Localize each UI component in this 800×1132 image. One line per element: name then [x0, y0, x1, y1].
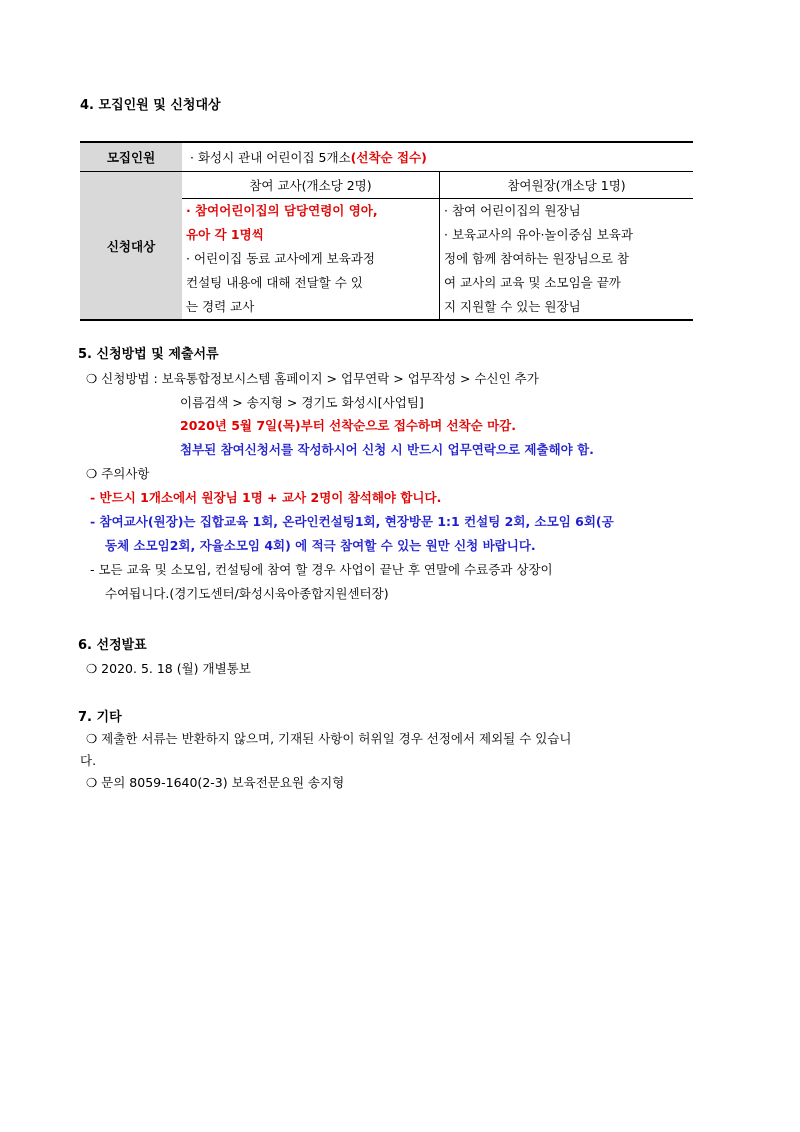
teacher-line-2: 유아 각 1명씩 — [186, 227, 264, 242]
director-criteria — [440, 199, 694, 321]
note-2-line-1: - 참여교사(원장)는 집합교육 1회, 온라인컨설팅1회, 현장방문 1:1 컨설팅 2회, 소모임 6회(공 — [90, 514, 614, 529]
teacher-line-1: · 참여어린이집의 담당연령이 영아, — [186, 203, 378, 218]
misc-line-1: ❍ 제출한 서류는 반환하지 않으며, 기재된 사항이 허위일 경우 선정에서 제외될 수 있습니 — [86, 731, 572, 746]
teacher-header: 참여 교사(개소당 2명) — [182, 172, 440, 199]
director-line-1: · 참여 어린이집의 원장님 — [444, 203, 581, 218]
section5-heading: 5. 신청방법 및 제출서류 — [78, 347, 219, 362]
director-line-2: · 보육교사의 유아·놀이중심 보육과 — [444, 227, 633, 242]
announcement-date: ❍ 2020. 5. 18 (월) 개별통보 — [86, 661, 251, 676]
director-line-4: 여 교사의 교육 및 소모임을 끝까 — [444, 275, 621, 290]
teacher-line-3: · 어린이집 동료 교사에게 보육과정 — [186, 251, 375, 266]
contact-line: ❍ 문의 8059-1640(2-3) 보육전문요원 송지형 — [86, 775, 345, 790]
director-line-3: 정에 함께 참여하는 원장님으로 참 — [444, 251, 629, 266]
teacher-criteria — [182, 199, 440, 321]
method-deadline: 2020년 5월 7일(목)부터 선착순으로 접수하며 선착순 마감. — [180, 418, 516, 433]
notes-label: ❍ 주의사항 — [86, 466, 150, 481]
note-1: - 반드시 1개소에서 원장님 1명 + 교사 2명이 참석해야 합니다. — [90, 490, 442, 505]
recruit-label: 모집인원 — [80, 142, 182, 172]
misc-line-1-cont: 다. — [80, 753, 97, 768]
note-3-line-2: 수여됩니다.(경기도센터/화성시육아종합지원센터장) — [105, 586, 389, 601]
section4-heading: 4. 모집인원 및 신청대상 — [80, 98, 221, 113]
recruit-text: · 화성시 관내 어린이집 5개소 — [190, 150, 351, 165]
recruit-cell — [182, 142, 693, 172]
target-label: 신청대상 — [80, 172, 182, 321]
teacher-line-4: 컨설팅 내용에 대해 전달할 수 있 — [186, 275, 363, 290]
method-submission: 첨부된 참여신청서를 작성하시어 신청 시 반드시 업무연락으로 제출해야 함. — [180, 442, 594, 457]
recruitment-table — [80, 141, 693, 321]
section7-heading: 7. 기타 — [78, 710, 122, 725]
director-header: 참여원장(개소당 1명) — [440, 172, 694, 199]
teacher-line-5: 는 경력 교사 — [186, 299, 255, 314]
method-line-1: ❍ 신청방법 : 보육통합정보시스템 홈페이지 > 업무연락 > 업무작성 > 수신인 추가 — [86, 371, 539, 386]
recruit-highlight: (선착순 접수) — [350, 150, 427, 165]
method-line-2: 이름검색 > 송지형 > 경기도 화성시[사업팀] — [180, 395, 424, 410]
director-line-5: 지 지원할 수 있는 원장님 — [444, 299, 581, 314]
note-3-line-1: - 모든 교육 및 소모임, 컨설팅에 참여 할 경우 사업이 끝난 후 연말에 수료증과 상장이 — [90, 562, 553, 577]
section6-heading: 6. 선정발표 — [78, 638, 147, 653]
note-2-line-2: 동체 소모임2회, 자율소모임 4회) 에 적극 참여할 수 있는 원만 신청 바랍니다. — [105, 538, 536, 553]
